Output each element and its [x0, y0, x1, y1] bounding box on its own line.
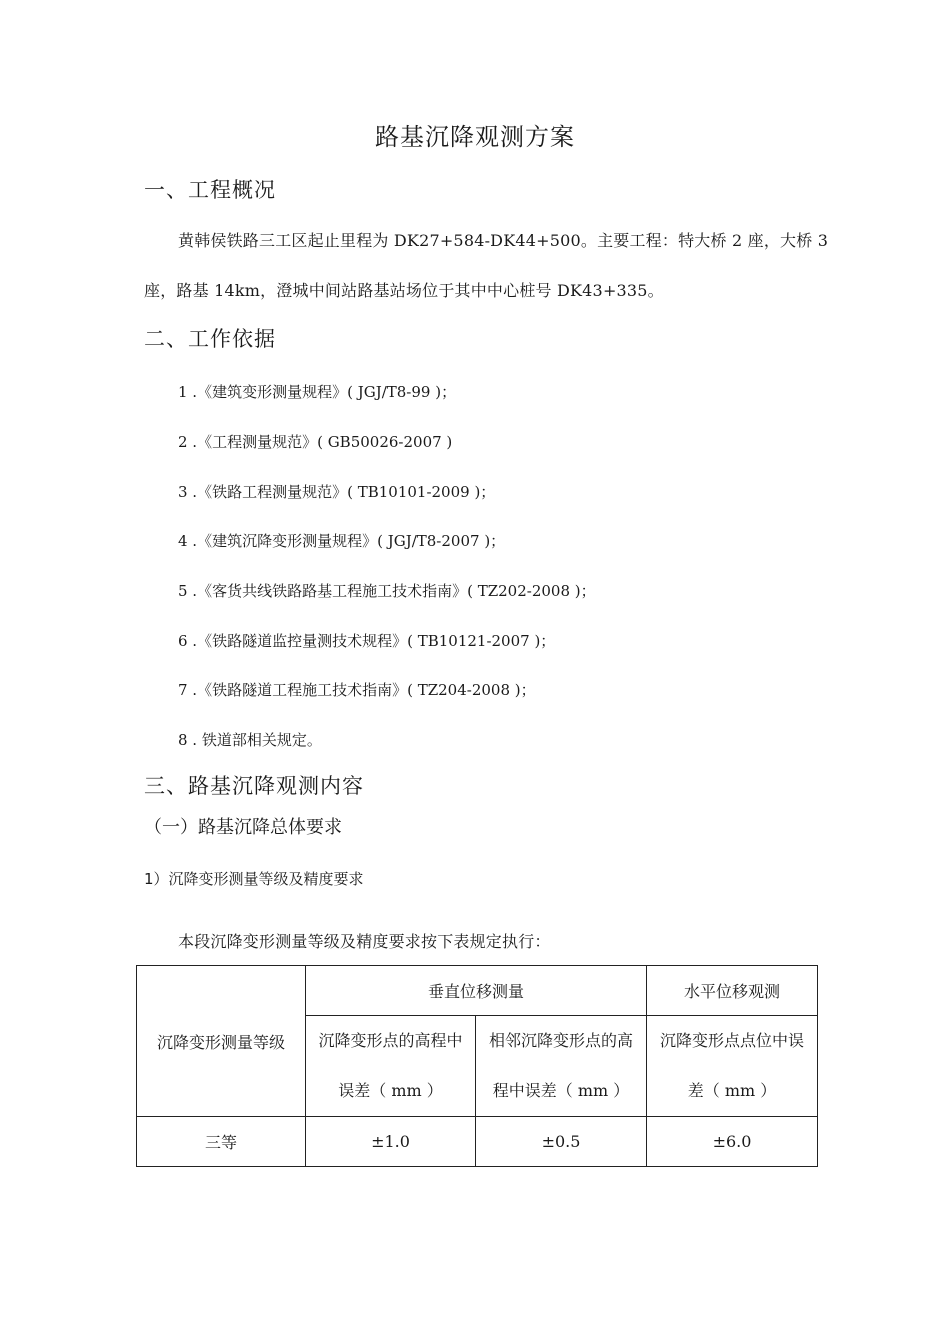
table-header-vertical-group: 垂直位移测量 — [306, 966, 647, 1016]
basis-list-item: 6 .《铁路隧道监控量测技术规程》( TB10121-2007 )； — [178, 632, 556, 650]
table-row — [137, 1117, 818, 1167]
table-header-grade: 沉降变形测量等级 — [137, 966, 306, 1117]
subsection-heading: （一）路基沉降总体要求 — [144, 817, 342, 838]
table-cell-grade: 三等 — [137, 1117, 306, 1167]
basis-list-item: 3 .《铁路工程测量规范》( TB10101-2009 )； — [178, 483, 496, 501]
basis-list-item: 1 .《建筑变形测量规程》( JGJ/T8-99 )； — [178, 383, 457, 401]
subsubsection-heading: 1）沉降变形测量等级及精度要求 — [144, 870, 364, 888]
basis-list-item: 5 .《客货共线铁路路基工程施工技术指南》( TZ202-2008 )； — [178, 582, 596, 600]
document-title: 路基沉降观测方案 — [375, 123, 575, 151]
precision-requirements-table — [136, 965, 818, 1167]
section-heading-content: 三、路基沉降观测内容 — [144, 774, 364, 798]
section-heading-basis: 二、工作依据 — [144, 327, 276, 351]
table-header-row — [137, 966, 818, 1016]
table-cell-adjacent-error: ±0.5 — [476, 1117, 647, 1167]
table-subheader-position-error: 沉降变形点点位中误 差（ mm ） — [647, 1016, 818, 1117]
basis-list-item: 7 .《铁路隧道工程施工技术指南》( TZ204-2008 )； — [178, 681, 536, 699]
overview-paragraph-line2: 座，路基 14km，澄城中间站路基站场位于其中中心桩号 DK43+335。 — [144, 281, 664, 300]
overview-paragraph-line1: 黄韩侯铁路三工区起止里程为 DK27+584-DK44+500。主要工程：特大桥 2 座，大桥 3 — [178, 231, 829, 250]
basis-list-item: 8 . 铁道部相关规定。 — [178, 731, 322, 749]
table-header-horizontal-group: 水平位移观测 — [647, 966, 818, 1016]
basis-list-item: 2 .《工程测量规范》( GB50026-2007 ) — [178, 433, 453, 451]
table-intro-text: 本段沉降变形测量等级及精度要求按下表规定执行： — [178, 932, 551, 951]
table-cell-elevation-error: ±1.0 — [306, 1117, 476, 1167]
table-subheader-adjacent-error: 相邻沉降变形点的高 程中误差（ mm ） — [476, 1016, 647, 1117]
table-cell-position-error: ±6.0 — [647, 1117, 818, 1167]
section-heading-overview: 一、工程概况 — [144, 178, 276, 202]
table-subheader-elevation-error: 沉降变形点的高程中 误差（ mm ） — [306, 1016, 476, 1117]
basis-list-item: 4 .《建筑沉降变形测量规程》( JGJ/T8-2007 )； — [178, 532, 506, 550]
